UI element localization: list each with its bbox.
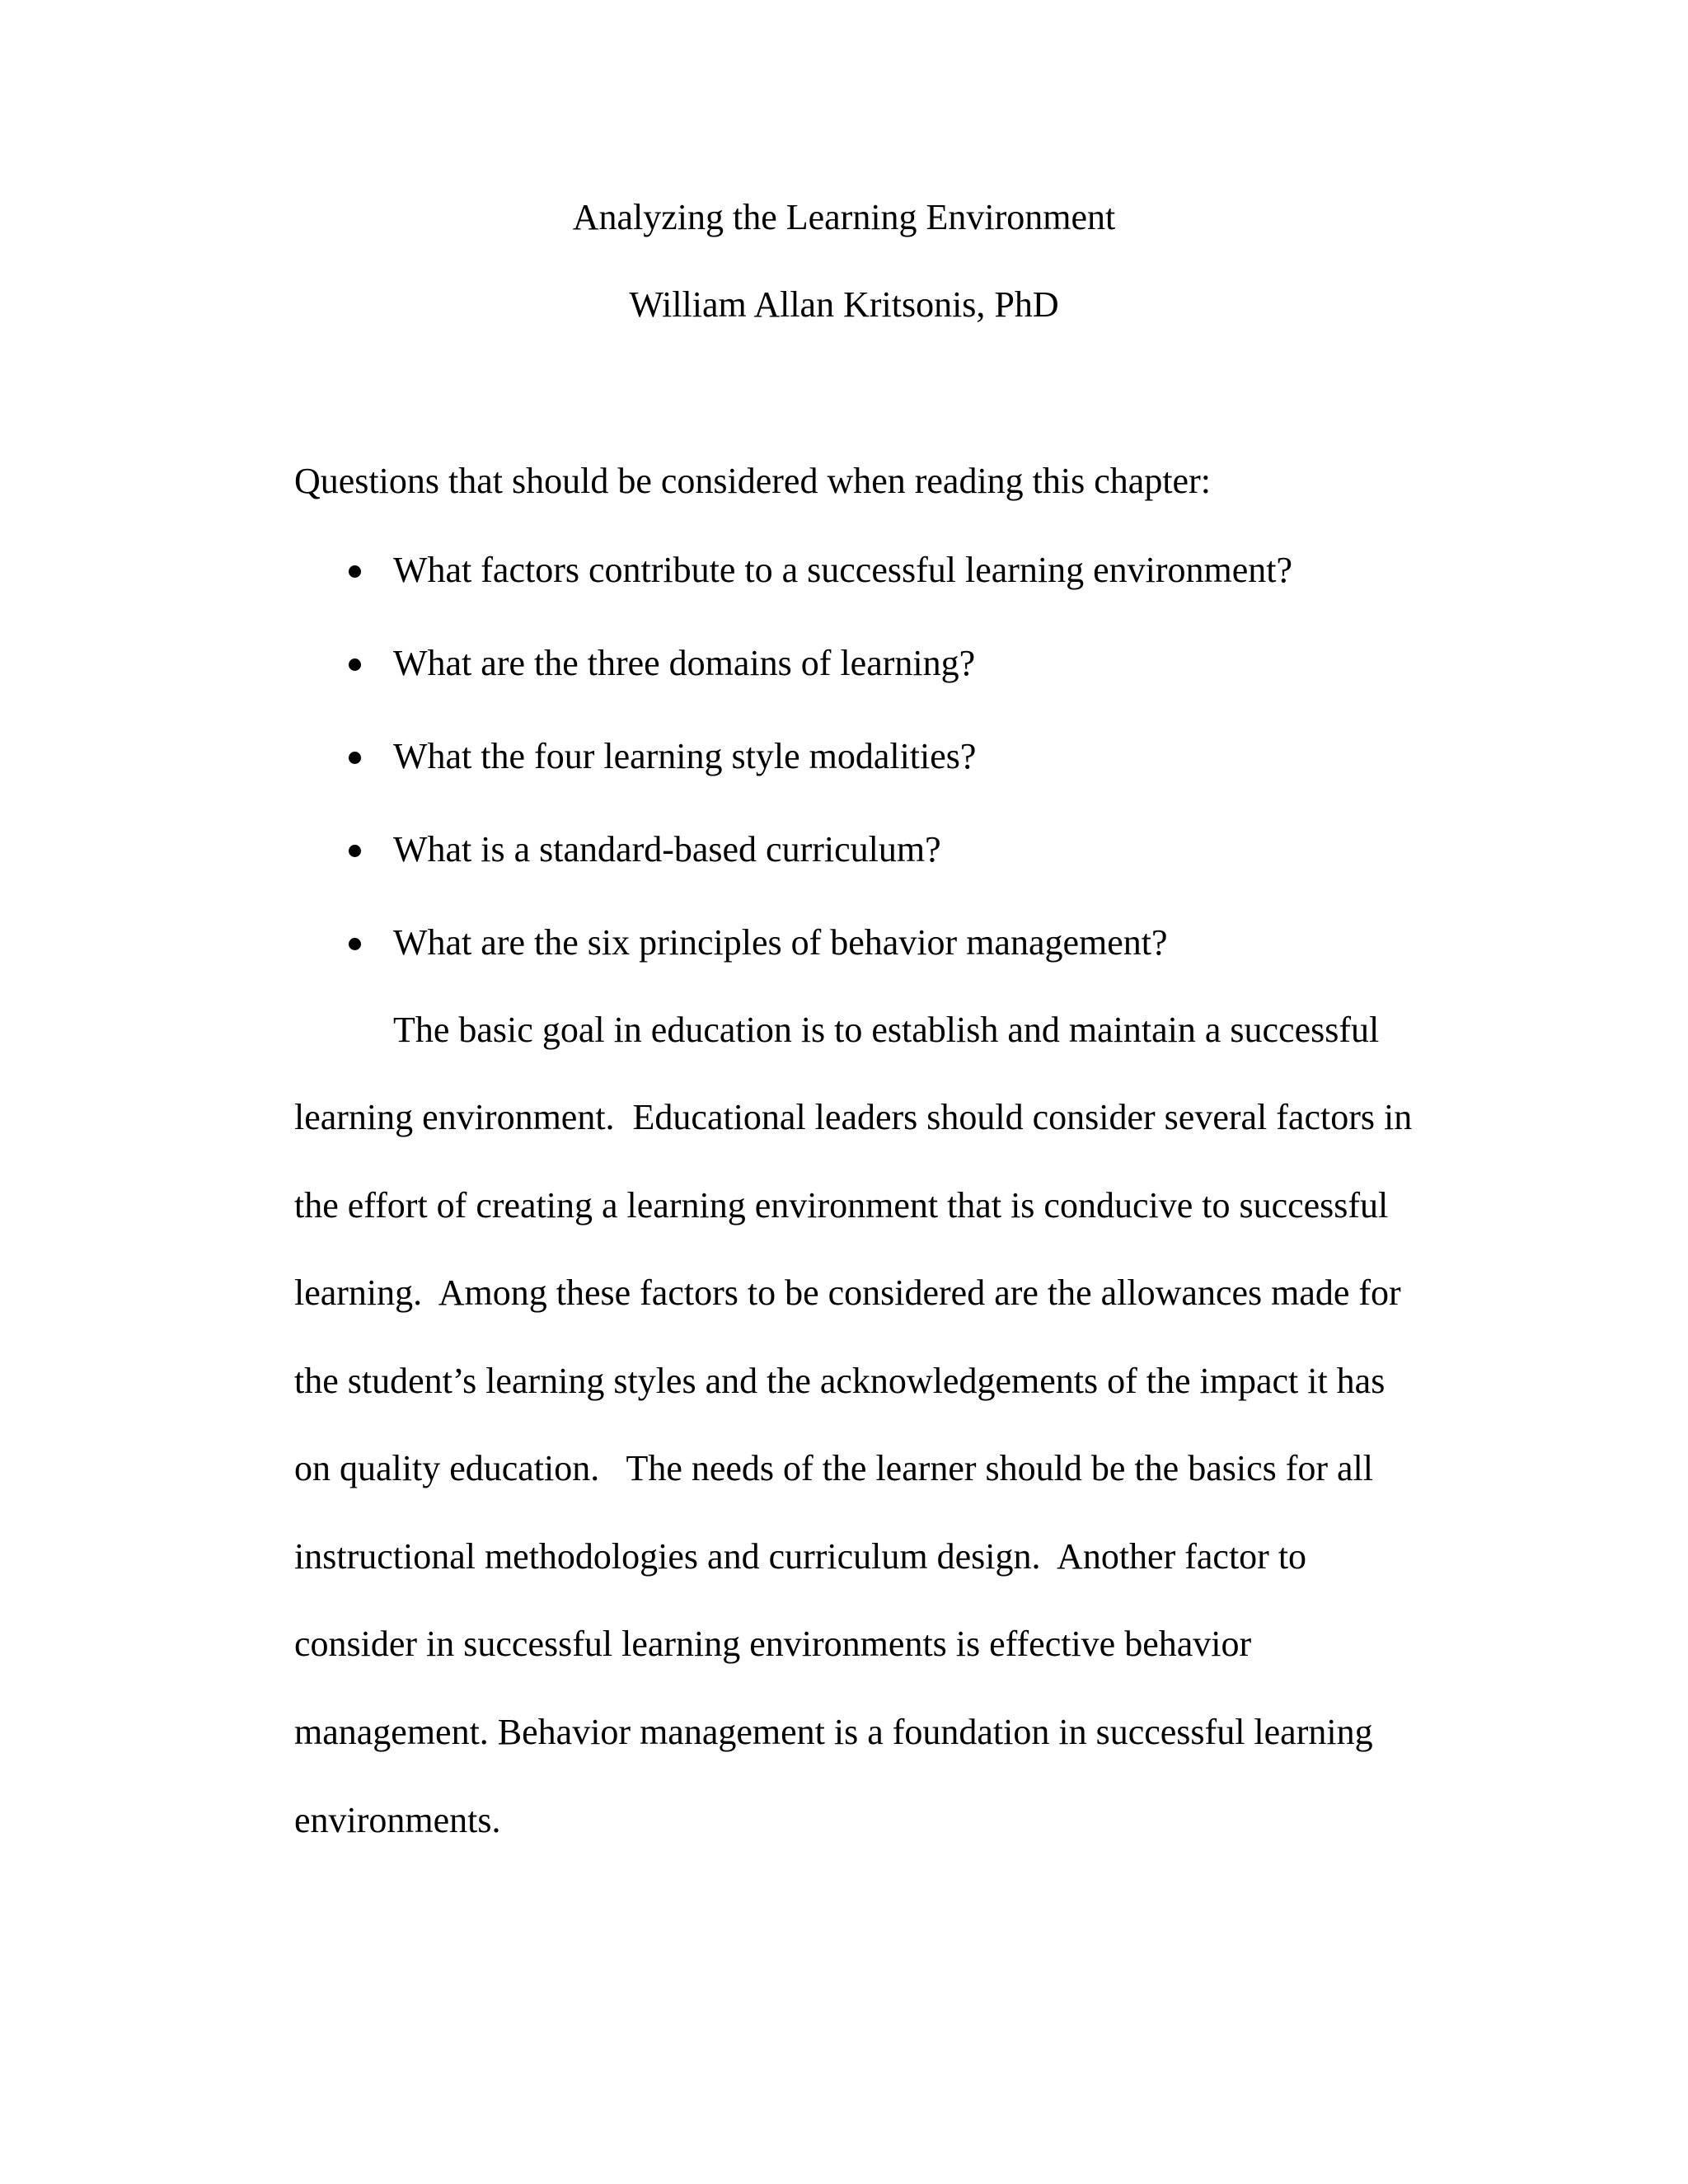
document-author: William Allan Kritsonis, PhD [629,284,1059,325]
bullet-icon [349,752,361,764]
bullet-icon [349,845,361,857]
paragraph-line: learning. Among these factors to be considered are the allowances made for [294,1272,1401,1313]
question-text: What are the three domains of learning? [393,643,976,683]
paragraph-line: instructional methodologies and curriculum design. Another factor to [294,1536,1307,1577]
bullet-icon [349,938,361,950]
paragraph-line: consider in successful learning environments is effective behavior [294,1624,1252,1664]
question-text: What are the six principles of behavior management? [393,922,1168,963]
questions-intro: Questions that should be considered when reading this chapter: [294,461,1211,501]
paragraph-line: management. Behavior management is a foundation in successful learning [294,1712,1373,1752]
paragraph-line: the student’s learning styles and the acknowledgements of the impact it has [294,1361,1386,1401]
question-text: What is a standard-based curriculum? [393,829,941,869]
paragraph-line: the effort of creating a learning environment that is conducive to successful [294,1185,1389,1226]
question-text: What the four learning style modalities? [393,736,977,776]
paragraph-line: on quality education. The needs of the learner should be the basics for all [294,1448,1373,1488]
paragraph-line: learning environment. Educational leaders should consider several factors in [294,1097,1413,1137]
paragraph-line: environments. [294,1800,501,1840]
document-title: Analyzing the Learning Environment [572,197,1116,237]
paragraph-line: The basic goal in education is to establish and maintain a successful [393,1010,1380,1050]
question-text: What factors contribute to a successful learning environment? [393,550,1293,590]
bullet-icon [349,565,361,578]
bullet-icon [349,658,361,671]
